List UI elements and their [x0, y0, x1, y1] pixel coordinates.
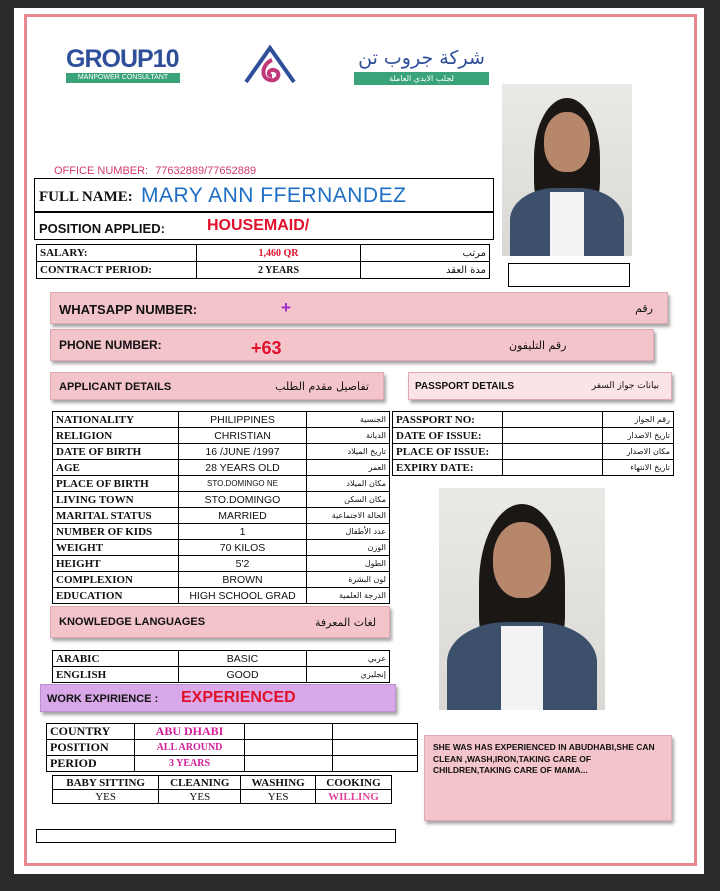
applicant-field-arabic: الجنسية — [307, 412, 390, 428]
applicant-field-arabic: مكان السكن — [307, 492, 390, 508]
work-field-value: ABU DHABI — [135, 724, 245, 740]
table-row — [53, 572, 390, 588]
applicant-field-label: EDUCATION — [53, 588, 179, 604]
table-row — [393, 460, 674, 476]
photo-caption-box — [508, 263, 630, 287]
table-row — [53, 524, 390, 540]
office-number-value: 77632889/77652889 — [155, 165, 257, 177]
applicant-field-value: BROWN — [179, 572, 307, 588]
full-name-row — [34, 178, 494, 212]
passport-details-arabic: بيانات جواز السفر — [591, 381, 659, 391]
applicant-field-label: WEIGHT — [53, 540, 179, 556]
passport-field-value — [503, 412, 603, 428]
work-empty-cell — [245, 756, 333, 772]
applicant-details-label: APPLICANT DETAILS — [59, 381, 172, 393]
table-row — [53, 508, 390, 524]
table-row — [53, 428, 390, 444]
applicant-field-label: MARITAL STATUS — [53, 508, 179, 524]
language-arabic: إنجليزي — [307, 667, 390, 683]
applicant-field-label: PLACE OF BIRTH — [53, 476, 179, 492]
passport-field-arabic: مكان الاصدار — [603, 444, 674, 460]
phone-value: +63 — [251, 338, 282, 358]
position-label: POSITION APPLIED: — [39, 221, 165, 236]
work-field-value: 3 YEARS — [135, 756, 245, 772]
remarks-box — [424, 735, 672, 821]
applicant-field-value: 5'2 — [179, 556, 307, 572]
passport-field-arabic: رقم الجواز — [603, 412, 674, 428]
applicant-field-label: DATE OF BIRTH — [53, 444, 179, 460]
emblem-icon — [242, 42, 298, 90]
work-experience-label: WORK EXPIRIENCE : — [47, 693, 159, 705]
applicant-field-value: PHILIPPINES — [179, 412, 307, 428]
passport-field-arabic: تاريخ الاصدار — [603, 428, 674, 444]
full-name-value: MARY ANN FFERNANDEZ — [141, 184, 407, 207]
passport-field-label: PLACE OF ISSUE: — [393, 444, 503, 460]
table-row — [393, 412, 674, 428]
passport-details-header — [408, 372, 672, 400]
work-empty-cell — [245, 724, 333, 740]
applicant-details-table — [52, 411, 390, 604]
full-name-label: FULL NAME: — [39, 189, 133, 205]
salary-table — [36, 244, 490, 279]
table-row — [53, 790, 392, 804]
whatsapp-arabic: رقم — [635, 302, 653, 315]
applicant-field-value: 1 — [179, 524, 307, 540]
skill-value: YES — [241, 790, 316, 804]
table-row — [47, 724, 418, 740]
language-level: BASIC — [179, 651, 307, 667]
table-row — [53, 556, 390, 572]
applicant-field-value: STO.DOMINGO — [179, 492, 307, 508]
languages-table — [52, 650, 390, 683]
salary-label: SALARY: — [37, 245, 197, 262]
contract-value: 2 YEARS — [197, 262, 361, 279]
salary-value: 1,460 QR — [197, 245, 361, 262]
applicant-field-arabic: الحالة الاجتماعية — [307, 508, 390, 524]
arabic-company-name: شركة جروب تن — [358, 47, 485, 69]
skill-value: YES — [159, 790, 241, 804]
applicant-field-label: AGE — [53, 460, 179, 476]
applicant-photo-middle — [439, 488, 605, 710]
work-empty-cell — [333, 740, 418, 756]
table-row — [53, 588, 390, 604]
office-number — [54, 165, 256, 177]
passport-field-label: PASSPORT NO: — [393, 412, 503, 428]
applicant-photo-top — [502, 84, 632, 256]
applicant-field-value: 28 YEARS OLD — [179, 460, 307, 476]
whatsapp-label: WHATSAPP NUMBER: — [59, 302, 198, 317]
languages-header — [50, 606, 390, 638]
passport-field-value — [503, 460, 603, 476]
applicant-field-arabic: عدد الأطفال — [307, 524, 390, 540]
passport-field-value — [503, 444, 603, 460]
position-value: HOUSEMAID/ — [207, 217, 310, 234]
language-name: ARABIC — [53, 651, 179, 667]
logo-main-text: GROUP10 — [66, 45, 179, 73]
passport-field-label: EXPIRY DATE: — [393, 460, 503, 476]
skills-table — [52, 775, 392, 804]
applicant-details-arabic: تفاصيل مقدم الطلب — [275, 380, 369, 393]
arabic-logo — [354, 46, 489, 90]
arabic-company-sub: لجلب الايدي العاملة — [354, 72, 489, 85]
table-row — [393, 444, 674, 460]
applicant-field-arabic: الدرجة العلمية — [307, 588, 390, 604]
work-field-label: PERIOD — [47, 756, 135, 772]
skill-label: COOKING — [315, 776, 391, 790]
work-empty-cell — [333, 756, 418, 772]
applicant-details-header — [50, 372, 384, 400]
language-arabic: عربي — [307, 651, 390, 667]
applicant-field-label: LIVING TOWN — [53, 492, 179, 508]
contract-label: CONTRACT PERIOD: — [37, 262, 197, 279]
salary-arabic: مرتب — [361, 245, 490, 262]
work-experience-value: EXPERIENCED — [181, 689, 296, 706]
passport-field-arabic: تاريخ الانتهاء — [603, 460, 674, 476]
languages-label: KNOWLEDGE LANGUAGES — [59, 616, 206, 628]
applicant-field-label: HEIGHT — [53, 556, 179, 572]
logo-sub-text: MANPOWER CONSULTANT — [66, 73, 180, 83]
whatsapp-value: + — [281, 298, 291, 317]
applicant-field-arabic: العمر — [307, 460, 390, 476]
language-level: GOOD — [179, 667, 307, 683]
cv-page — [14, 8, 704, 874]
language-name: ENGLISH — [53, 667, 179, 683]
table-row — [47, 740, 418, 756]
passport-field-value — [503, 428, 603, 444]
table-row — [53, 540, 390, 556]
applicant-field-arabic: الطول — [307, 556, 390, 572]
contract-arabic: مدة العقد — [361, 262, 490, 279]
table-row — [47, 756, 418, 772]
table-row — [53, 667, 390, 683]
applicant-field-arabic: تاريخ الميلاد — [307, 444, 390, 460]
work-field-value: ALL AROUND — [135, 740, 245, 756]
work-empty-cell — [245, 740, 333, 756]
applicant-field-label: RELIGION — [53, 428, 179, 444]
applicant-field-label: NUMBER OF KIDS — [53, 524, 179, 540]
applicant-field-arabic: مكان الميلاد — [307, 476, 390, 492]
skill-value: YES — [53, 790, 159, 804]
office-number-label: OFFICE NUMBER: — [54, 165, 149, 177]
skill-value: WILLING — [315, 790, 391, 804]
whatsapp-bar — [50, 292, 668, 324]
applicant-field-arabic: الوزن — [307, 540, 390, 556]
table-row — [53, 492, 390, 508]
phone-label: PHONE NUMBER: — [59, 338, 162, 352]
work-experience-table — [46, 723, 418, 772]
passport-field-label: DATE OF ISSUE: — [393, 428, 503, 444]
applicant-field-value: MARRIED — [179, 508, 307, 524]
work-empty-cell — [333, 724, 418, 740]
work-field-label: COUNTRY — [47, 724, 135, 740]
applicant-field-value: STO.DOMINGO NE — [179, 476, 307, 492]
applicant-field-label: COMPLEXION — [53, 572, 179, 588]
position-applied-row — [34, 212, 494, 240]
passport-details-label: PASSPORT DETAILS — [415, 381, 515, 392]
table-row — [53, 412, 390, 428]
table-row — [53, 651, 390, 667]
applicant-field-value: HIGH SCHOOL GRAD — [179, 588, 307, 604]
work-experience-bar — [40, 684, 396, 712]
languages-arabic: لغات المعرفة — [315, 616, 377, 629]
group10-logo — [66, 46, 186, 90]
passport-details-table — [392, 411, 674, 476]
table-row — [53, 460, 390, 476]
applicant-field-arabic: الديانة — [307, 428, 390, 444]
skill-label: CLEANING — [159, 776, 241, 790]
applicant-field-value: 16 /JUNE /1997 — [179, 444, 307, 460]
phone-bar — [50, 329, 654, 361]
applicant-field-arabic: لون البشرة — [307, 572, 390, 588]
applicant-field-value: CHRISTIAN — [179, 428, 307, 444]
work-field-label: POSITION — [47, 740, 135, 756]
phone-arabic: رقم التليفون — [509, 339, 567, 352]
applicant-field-label: NATIONALITY — [53, 412, 179, 428]
table-row — [53, 776, 392, 790]
table-row — [393, 428, 674, 444]
signature-box — [36, 829, 396, 843]
table-row — [53, 476, 390, 492]
skill-label: BABY SITTING — [53, 776, 159, 790]
applicant-field-value: 70 KILOS — [179, 540, 307, 556]
table-row — [53, 444, 390, 460]
skill-label: WASHING — [241, 776, 316, 790]
remarks-text: SHE WAS HAS EXPERIENCED IN ABUDHABI,SHE CAN CLEAN ,WASH,IRON,TAKING CARE OF CHILDREN,TAKING CARE OF MAMA... — [433, 742, 655, 775]
